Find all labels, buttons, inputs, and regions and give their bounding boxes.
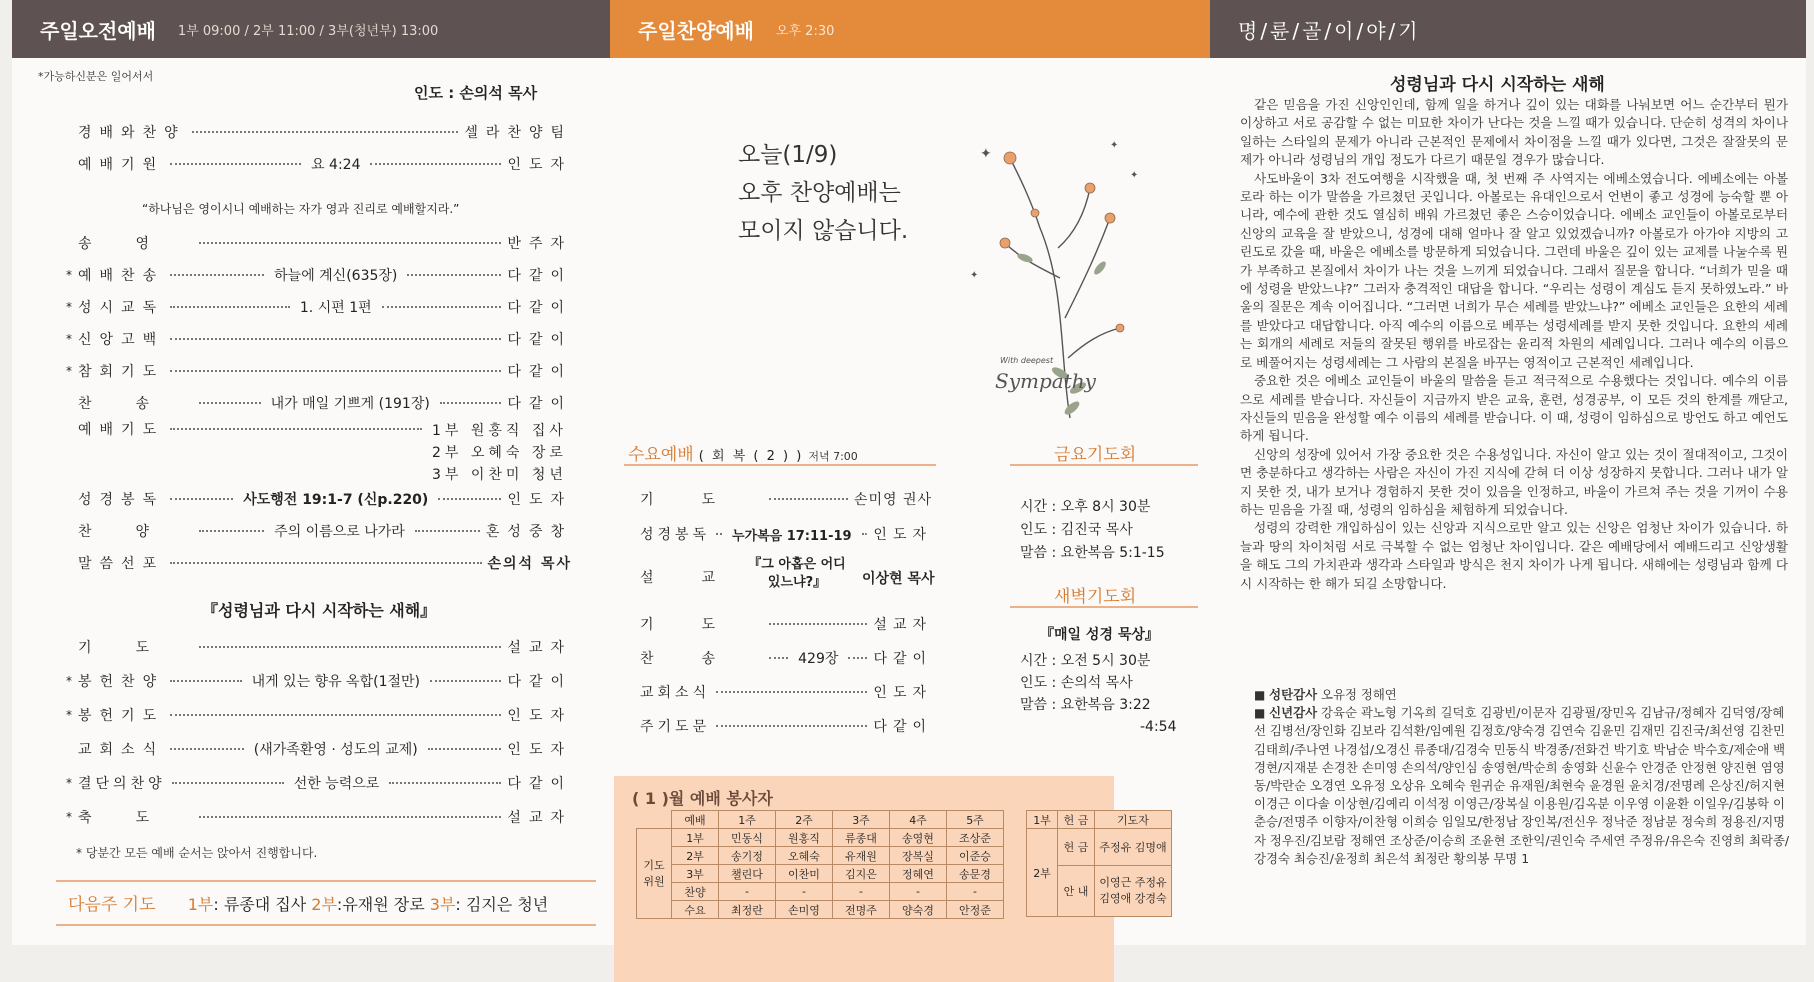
prayer-row (78, 418, 428, 440)
table-row (637, 901, 1004, 919)
table-cell: 헌 금 (1058, 829, 1095, 866)
leader-dots (170, 274, 264, 276)
header-cell: 1주 (719, 811, 776, 829)
wed-label: 기도 (640, 492, 764, 508)
stand-mark: * (66, 300, 72, 314)
order-person: 다같이 (507, 396, 572, 412)
prayer-line: 3부 이찬미 청년 (432, 467, 567, 483)
volunteer-table (636, 810, 1004, 919)
order-label: 말씀선포 (78, 556, 165, 572)
order-person: 다같이 (507, 332, 572, 348)
order-label: 찬송 (78, 396, 194, 412)
thanks-names: 오유정 정해연 (1321, 687, 1397, 702)
leader-dots (440, 402, 502, 404)
order-content: 내가 매일 기쁘게 (191장) (270, 396, 430, 412)
order-label: 신앙고백 (78, 332, 165, 348)
order-content: 내게 있는 향유 옥합(1절만) (251, 674, 420, 690)
thanks-item (1254, 686, 1794, 704)
leader-dots (769, 657, 788, 659)
key-verse: “하나님은 영이시니 예배하는 자가 영과 진리로 예배할지라.” (142, 202, 460, 216)
divider (56, 880, 596, 882)
morning-order-column (12, 58, 610, 945)
wed-person: 손미영 권사 (853, 492, 932, 508)
stand-mark: * (66, 364, 72, 378)
header-cell: 예배 (672, 811, 719, 829)
table-cell: - (776, 883, 833, 901)
header-cell: 2주 (776, 811, 833, 829)
wed-service-heading (628, 440, 858, 465)
table-cell: 수요 (672, 901, 719, 919)
table-cell: 전명주 (833, 901, 890, 919)
dawn-details (1020, 650, 1177, 738)
morning-service-times: 1부 09:00 / 2부 11:00 / 3부(청년부) 13:00 (177, 23, 439, 39)
leader-dots (848, 657, 867, 659)
friday-line: 말씀 : 요한복음 5:1-15 (1020, 545, 1165, 561)
table-cell: 양숙경 (890, 901, 947, 919)
sermon-title: 『성령님과 다시 시작하는 새해』 (202, 601, 437, 620)
table-cell: - (890, 883, 947, 901)
table-cell: - (947, 883, 1004, 901)
thanks-list (1254, 686, 1794, 868)
order-label: 축도 (78, 810, 194, 826)
wed-time: 저녁 7:00 (808, 450, 858, 463)
order-row (78, 392, 572, 414)
leader-dots (438, 498, 501, 500)
svg-text:✦: ✦ (970, 270, 979, 281)
table-cell: 민동식 (719, 829, 776, 847)
wed-row (640, 488, 932, 510)
notice-line: 모이지 않습니다. (738, 218, 909, 244)
wed-row (640, 715, 932, 737)
header-cell: 4주 (890, 811, 947, 829)
header-cell: 1부 (1027, 811, 1058, 829)
wed-content: 누가복음 17:11-19 (731, 528, 852, 544)
next-prayer-label: 다음주 기도 (68, 895, 156, 915)
table-row (637, 847, 1004, 865)
thanks-label: 성탄감사 (1269, 687, 1318, 702)
flower-illustration (960, 118, 1160, 438)
table-header-row (1027, 811, 1172, 829)
stand-mark: * (66, 674, 72, 688)
dawn-line: 시간 : 오전 5시 30분 (1020, 653, 1151, 669)
story-title: 성령님과 다시 시작하는 새해 (1390, 75, 1605, 95)
offering-table (1026, 810, 1172, 917)
divider (1010, 606, 1198, 608)
table-cell: 정혜연 (890, 865, 947, 883)
leader-dots (192, 131, 459, 133)
order-row (78, 232, 572, 254)
order-person: 인도자 (507, 708, 572, 724)
order-row (66, 670, 573, 692)
wed-sermon-title: 『그 아홉은 어디 있느냐?』 (748, 557, 846, 590)
story-paragraph: 같은 믿음을 가진 신앙인인데, 함께 일을 하거나 깊이 있는 대화를 나눠보면 어느 순간부터 뭔가 이상하고 서로 공감할 수 없는 미묘한 차이가 난다는 것을 느낄 때가 있습니다. 단순히 성격의 차이나 일하는 스타일의 문제가 아니라 근본적인 문제에서 차이점을 느낄 때가 있다면, 그것은 잘잘못의 문제가 아니라 성령님의 개입 정도가 다르기 때문일 경우가 많습니다. (1240, 97, 1788, 168)
order-person: 셀라찬양팀 (464, 125, 572, 141)
friday-line: 인도 : 김진국 목사 (1020, 522, 1133, 538)
dawn-line: 말씀 : 요한복음 3:22 (1020, 697, 1151, 713)
order-row (66, 328, 572, 350)
table-cell: 1부 (672, 829, 719, 847)
leader-dots (170, 680, 241, 682)
table-cell: 장복실 (890, 847, 947, 865)
table-cell: 이준승 (947, 847, 1004, 865)
order-row (78, 738, 572, 760)
dawn-title: 새벽기도회 (1054, 587, 1137, 607)
wed-person: 설교자 (873, 617, 932, 633)
table-cell: 오혜숙 (776, 847, 833, 865)
story-paragraph: 신앙의 성장에 있어서 가장 중요한 것은 수용성입니다. 자신이 알고 있는 것이 절대적이고, 그것이면 충분하다고 생각하는 사람은 자신이 가진 지식에 갇혀 더 이상 성장하지 못합니다. 그러나 내가 알지 못한 것, 내가 보거나 경험하지 못한 것이 있음을 인정하고, 바울이 가르쳐 주는 것을 기꺼이 수용하는 믿음을 가질 때, 성령의 임하심을 체험하게 되었습니다. (1240, 446, 1788, 517)
order-person: 설교자 (507, 810, 572, 826)
order-person: 손의석 목사 (487, 556, 572, 572)
wed-row (640, 613, 932, 635)
middle-column (610, 58, 1210, 945)
order-row (66, 296, 572, 318)
prayer-label: 예배기도 (78, 422, 165, 438)
stand-mark: * (66, 708, 72, 722)
praise-cancel-notice (738, 136, 908, 250)
table-row (637, 883, 1004, 901)
part-cell: 2부 (1027, 829, 1058, 917)
order-row (66, 360, 572, 382)
praise-service-title: 주일찬양예배 (638, 18, 754, 43)
next-part1: 1부 (187, 895, 214, 914)
wed-label: 주기도문 (640, 719, 711, 735)
order-row (66, 806, 572, 828)
order-label: 경배와찬양 (78, 125, 186, 141)
table-row (637, 829, 1004, 847)
leader-dots (382, 306, 502, 308)
leader-dots (769, 623, 867, 625)
square-bullet-icon: ■ (1254, 688, 1270, 702)
leader-dots (862, 533, 868, 535)
deco-text: Sympathy (995, 369, 1096, 393)
next-name1: : 류종대 집사 (213, 895, 307, 914)
order-label: 기도 (78, 640, 194, 656)
wed-person: 다같이 (873, 719, 932, 735)
table-cell: 원홍직 (776, 829, 833, 847)
leader-dots (170, 714, 501, 716)
wed-content: 429장 (798, 651, 839, 667)
leader-dots (170, 338, 501, 340)
order-row (78, 552, 572, 574)
order-row (78, 520, 572, 542)
dawn-line: 인도 : 손의석 목사 (1020, 675, 1133, 691)
leader-dots (170, 562, 481, 564)
story-paragraph: 성령의 강력한 개입하심이 있는 신앙과 지식으로만 알고 있는 신앙은 엄청난 차이가 있습니다. 하늘과 땅의 차이처럼 서로 극복할 수 없는 엄청난 차이입니다. 같은 예배당에서 예배드리고 신앙생활을 해도 그의 가치관과 생각과 스타일과 방식은 천지 차이가 나게 됩니다. 새해에는 성령님과 함께 다시 시작하는 한 해가 되길 소망합니다. (1240, 520, 1788, 591)
header-cell: 5주 (947, 811, 1004, 829)
leader-dots (716, 533, 722, 535)
order-label: 찬양 (78, 524, 194, 540)
stand-mark: * (66, 810, 72, 824)
order-content: 주의 이름으로 나가라 (274, 524, 405, 540)
table-cell: 3부 (672, 865, 719, 883)
praise-service-time: 오후 2:30 (775, 23, 835, 39)
notice-line: 오늘(1/9) (738, 142, 838, 168)
wed-row (640, 523, 932, 545)
morning-service-header (12, 0, 610, 58)
table-cell: 이영근 주정유 김영애 강경숙 (1095, 866, 1172, 917)
thanks-label: 신년감사 (1269, 705, 1318, 721)
story-paragraph: 중요한 것은 에베소 교인들이 바울의 말씀을 듣고 적극적으로 수용했다는 것입니다. 예수의 이름으로 세례를 받습니다. 자신들이 지금까지 받은 교육, 훈련, 성경공부, 이 모든 것의 한계를 깨닫고, 자신들의 믿음을 완성할 예수 이름의 세례를 받습니다. 이 때, 성령이 임하심으로 방언도 하고 예언도 하게 됩니다. (1240, 373, 1788, 444)
friday-line: 시간 : 오후 8시 30분 (1020, 499, 1151, 515)
wed-row (640, 647, 932, 669)
leader-dots (716, 691, 867, 693)
next-name2: :유재원 장로 (336, 895, 425, 914)
order-label: 예배기원 (78, 157, 165, 173)
leader-dots (199, 242, 501, 244)
table-cell: 송기정 (719, 847, 776, 865)
story-body (1240, 96, 1788, 593)
wed-label: 찬송 (640, 651, 764, 667)
table-cell: - (719, 883, 776, 901)
leader-dots (199, 402, 261, 404)
order-row (78, 153, 572, 175)
thanks-item (1254, 704, 1794, 868)
leader-dots (415, 530, 480, 532)
order-row (66, 772, 572, 794)
order-row (78, 636, 572, 658)
prayer-line: 1부 원홍직 집사 (432, 423, 567, 439)
morning-service-title: 주일오전예배 (40, 18, 156, 43)
table-cell: 조상준 (947, 829, 1004, 847)
stand-note: *가능하신분은 일어서서 (38, 70, 154, 83)
order-person: 인도자 (507, 157, 573, 173)
order-label: 송영 (78, 236, 194, 252)
leader-dots (199, 530, 264, 532)
order-person: 다같이 (507, 674, 573, 690)
order-label: 봉헌찬양 (78, 674, 165, 690)
order-person: 혼성중창 (485, 524, 573, 540)
leader-dots (170, 306, 290, 308)
order-label: 결단의찬양 (78, 776, 166, 792)
wed-session: ( 회 복 ( 2 ) ) (698, 449, 804, 464)
table-cell: 손미영 (776, 901, 833, 919)
table-cell: 2부 (672, 847, 719, 865)
leader-dots (407, 274, 501, 276)
group-cell: 기도 위원 (637, 829, 672, 919)
table-cell: 안 내 (1058, 866, 1095, 917)
service-leader: 인도 : 손의석 목사 (414, 84, 538, 102)
table-cell: 유재원 (833, 847, 890, 865)
wed-preacher: 이상현 목사 (862, 571, 935, 587)
leader-dots (716, 725, 867, 727)
seated-footnote: * 당분간 모든 예배 순서는 앉아서 진행합니다. (76, 846, 318, 860)
leader-dots (428, 748, 502, 750)
leader-dots (769, 498, 848, 500)
order-content: 하늘에 계신(635장) (274, 268, 398, 284)
leader-dots (170, 748, 244, 750)
table-cell: 최정란 (719, 901, 776, 919)
order-person: 설교자 (507, 640, 572, 656)
prayer-line: 2부 오혜숙 장로 (432, 445, 567, 461)
table-cell: - (833, 883, 890, 901)
wed-label: 성경봉독 (640, 527, 711, 543)
wed-person: 다같이 (873, 651, 933, 667)
leader-dots (172, 782, 284, 784)
next-name3: : 김지은 청년 (455, 895, 549, 914)
dawn-subtitle: 『매일 성경 묵상』 (1040, 627, 1159, 643)
order-label: 참회기도 (78, 364, 165, 380)
order-content: 선한 능력으로 (293, 776, 380, 792)
order-person: 반주자 (507, 236, 572, 252)
leader-dots (170, 428, 422, 430)
divider (624, 464, 936, 466)
notice-line: 오후 찬양예배는 (738, 180, 901, 206)
friday-title: 금요기도회 (1054, 445, 1137, 465)
leader-dots (370, 163, 501, 165)
stand-mark: * (66, 776, 72, 790)
order-person: 인도자 (507, 492, 573, 508)
story-column (1210, 58, 1806, 945)
table-cell: 이찬미 (776, 865, 833, 883)
order-label: 예배찬송 (78, 268, 165, 284)
order-row (78, 121, 572, 143)
dawn-line: -4:54 (1140, 719, 1177, 735)
leader-dots (389, 782, 501, 784)
table-cell: 주정유 김명애 (1095, 829, 1172, 866)
prayer-list (432, 420, 567, 486)
order-label: 성경봉독 (78, 492, 165, 508)
leader-dots (170, 163, 301, 165)
table-cell: 류종대 (833, 829, 890, 847)
wed-label: 설교 (640, 570, 764, 586)
wed-label: 기도 (640, 617, 764, 633)
header-cell: 3주 (833, 811, 890, 829)
leader-dots (430, 680, 501, 682)
table-cell: 송영현 (890, 829, 947, 847)
order-person: 다같이 (507, 364, 572, 380)
order-label: 성시교독 (78, 300, 165, 316)
order-row (78, 488, 572, 510)
svg-text:✦: ✦ (1130, 170, 1139, 181)
table-cell: 챌린다 (719, 865, 776, 883)
leader-dots (199, 816, 501, 818)
svg-text:✦: ✦ (980, 146, 992, 162)
thanks-names: 강육순 곽노형 기옥희 길덕호 김광빈/이문자 김광필/장민옥 김남규/정혜자 김덕영/장혜선 김병선/장인화 김보라 김석환/임예원 김정호/양숙경 김연숙 김윤민 김재민 김진국/최선영 김찬민 김태희/주나연 나경섭/오경신 류종대/김경숙 민동식 박경종/전화건 박기호 박남순 박수호/제순애 백경현/지재분 손경찬 손미영 손의석/양인심 송영현/박순희 송영화 신윤수 안경준 안정현 양진현 염영동/박란순 오경연 오유정 오상유 오혜숙 원귀순 유재원/최현숙 윤경원 윤치경/전명례 은상진/허지현 이경근 이다솔 이상현/김예리 이석정 이영근/장복실 이용원/김옥분 이우영 이윤환 이일우/김봉학 이춘승/전명주 이향자/이찬형 이희승 임일모/한정남 장인복/전신우 정낙준 정남분 정숙희 정용진/지명자 정우진/김보람 정해연 조상준/이승희 조윤현 조한익/권인숙 주세연 주정유/유은숙 진영희 최락종/강경숙 최승진/윤정희 최은석 최정란 황의봉 무명 1 (1254, 705, 1790, 866)
order-content: 요 4:24 (311, 157, 361, 173)
svg-text:✦: ✦ (1110, 140, 1119, 151)
divider (56, 924, 596, 926)
wed-person: 인도자 (873, 685, 932, 701)
stand-mark: * (66, 268, 72, 282)
order-person: 다같이 (507, 300, 572, 316)
praise-service-header (610, 0, 1210, 58)
story-header (1210, 0, 1806, 58)
leader-dots (199, 646, 501, 648)
header-cell: 기도자 (1095, 811, 1172, 829)
next-part2: 2부 (311, 895, 337, 914)
order-person: 다같이 (507, 776, 572, 792)
square-bullet-icon: ■ (1254, 706, 1270, 721)
order-label: 교회소식 (78, 742, 165, 758)
header-cell: 헌 금 (1058, 811, 1095, 829)
order-content: (새가족환영 · 성도의 교제) (253, 742, 418, 758)
order-person: 다같이 (507, 268, 572, 284)
friday-details (1020, 496, 1165, 565)
order-content: 1. 시편 1편 (299, 300, 372, 316)
table-cell: 송문경 (947, 865, 1004, 883)
table-header-row (637, 811, 1004, 829)
story-header-title: 명/륜/골/이/야/기 (1238, 18, 1421, 43)
divider (1010, 464, 1198, 466)
wed-label: 교회소식 (640, 685, 711, 701)
table-row (637, 865, 1004, 883)
leader-dots (170, 370, 501, 372)
volunteer-title: ( 1 )월 예배 봉사자 (632, 789, 773, 808)
order-person: 인도자 (507, 742, 572, 758)
next-part3: 3부 (429, 895, 456, 914)
order-row (66, 264, 572, 286)
table-row (1027, 829, 1172, 866)
order-label: 봉헌기도 (78, 708, 165, 724)
story-paragraph: 사도바울이 3차 전도여행을 시작했을 때, 첫 번째 주 사역지는 에베소였습니다. 에베소에는 아볼로라 하는 이가 말씀을 가르쳤던 곳입니다. 아볼로는 유대인으로서 언변이 좋고 성경에 능숙할 뿐 아니라, 예수에 관한 것도 열심히 배워 가르쳤던 좋은 스승이었습니다. 에베소 교인들이 아볼로로부터 신앙의 교육을 잘 받았으니, 성경에 대해 얼마나 잘 알고 있었겠습니까? 아볼로가 아가야 지방의 고린도로 갔을 때, 바울은 에베소를 방문하게 되었습니다. 그런데 바울은 깊이 있는 교제를 나눌수록 뭔가 부족하고 본질에서 차이가 나는 것을 느끼게 되었습니다. 그래서 질문을 합니다. “너희가 믿을 때에 성령을 받았느냐?” 그러자 충격적인 대답을 합니다. “우리는 성령이 계심도 듣지 못하였노라.” 바울의 질문은 계속 이어집니다. “그러면 너희가 무슨 세례를 받았느냐?” 에베소 교인들은 요한의 세례를 받았다고 대답합니다. 아직 예수의 이름으로 베푸는 성령세례를 받지 못한 것입니다. 요한의 세례는 회개의 세례로 저들의 잘못된 행위를 바로잡는 윤리적 차원의 세례입니다. 그러나 예수의 이름으로 베풀어지는 성령세례는 그 사람의 본질을 바꾸는 영적이고 근본적인 세례입니다. (1240, 170, 1788, 370)
wed-row (640, 681, 932, 703)
table-cell: 찬양 (672, 883, 719, 901)
wed-title: 수요예배 (628, 445, 694, 465)
stand-mark: * (66, 332, 72, 346)
order-content: 사도행전 19:1-7 (신p.220) (243, 492, 429, 508)
wed-person: 인도자 (873, 527, 932, 543)
order-row (66, 704, 572, 726)
next-week-prayer (68, 890, 548, 915)
deco-text-small: With deepest (1000, 356, 1054, 365)
table-cell: 김지은 (833, 865, 890, 883)
table-cell: 안정준 (947, 901, 1004, 919)
leader-dots (170, 498, 233, 500)
